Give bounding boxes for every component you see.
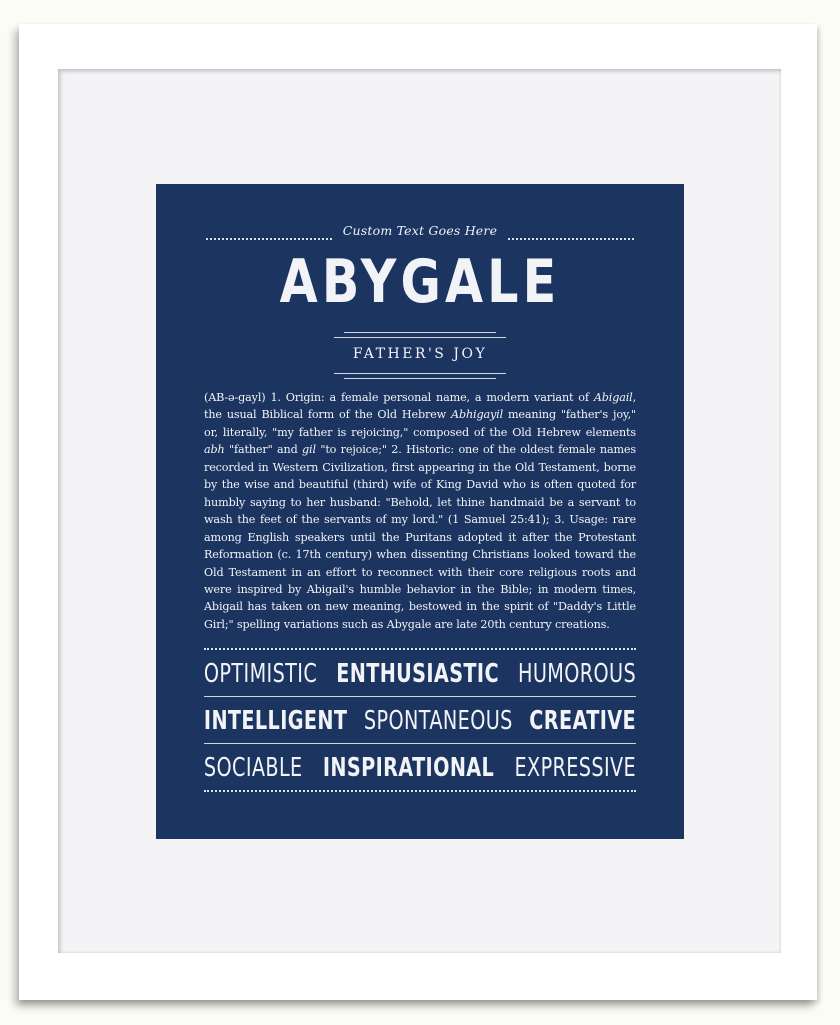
definition-italic-1: Abigail [593,391,633,404]
dotted-rule-right [508,238,634,240]
rule-below-meaning-2 [344,378,496,379]
dotted-rule-left [206,238,332,240]
trait-row-1 [204,656,636,692]
trait-word: CREATIVE [529,706,637,736]
trait-word: ENTHUSIASTIC [336,659,499,689]
definition-text-2: , the usual Biblical form of the Old Hebrew [204,391,636,422]
name-title: ABYGALE [279,247,561,317]
rule-between-traits-2 [204,743,636,744]
dotted-rule-traits-top [204,648,636,650]
name-meaning: FATHER'S JOY [352,346,488,362]
definition-text-4: "father" and [224,443,303,457]
rule-below-meaning-1 [334,373,506,374]
trait-row-2 [204,703,636,739]
trait-word: OPTIMISTIC [203,659,318,689]
rule-above-meaning-1 [344,332,496,333]
name-definition [204,389,636,633]
dotted-rule-traits-bottom [204,790,636,792]
trait-word: EXPRESSIVE [514,753,637,783]
definition-text-1: (AB-ə-gayl) 1. Origin: a female personal name, a modern variant of [204,391,594,404]
trait-word: SOCIABLE [203,753,303,783]
trait-word: INSPIRATIONAL [322,753,495,783]
definition-text-5: "to rejoice;" 2. Historic: one of the oldest female names recorded in Western Civilization, first appearing in the Old Testament, borne by the wise and beautiful (third) wife of King David who is often quoted for humbly saying to her husband: "Behold, let thine handmaid be a servant to wash the feet of the servants of my lord." (1 Samuel 25:41); 3. Usage: rare among English speakers until the Puritans adopted it after the Protestant Reformation (c. 17th century) when dissenting Christians looked toward the Old Testament in an effort to reconnect with their core religious roots and were inspired by Abigail's humble behavior in the Bible; in modern times, Abigail has taken on new meaning, bestowed in the spirit of "Daddy's Little Girl;" spelling variations such as Abygale are late 20th century creations. [204,443,636,631]
trait-row-3 [204,750,636,786]
trait-word: HUMOROUS [518,659,637,689]
rule-between-traits-1 [204,696,636,697]
rule-above-meaning-2 [334,337,506,338]
definition-italic-2: Abhigayil [451,408,503,422]
name-print [156,184,684,839]
trait-word: SPONTANEOUS [363,706,513,736]
definition-italic-3: abh [204,443,225,457]
definition-italic-4: gil [302,443,316,457]
definition-text-3: meaning "father's joy," or, literally, "my father is rejoicing," composed of the Old Hebrew elements [204,408,636,439]
trait-word: INTELLIGENT [203,706,348,736]
custom-text: Custom Text Goes Here [342,223,498,238]
